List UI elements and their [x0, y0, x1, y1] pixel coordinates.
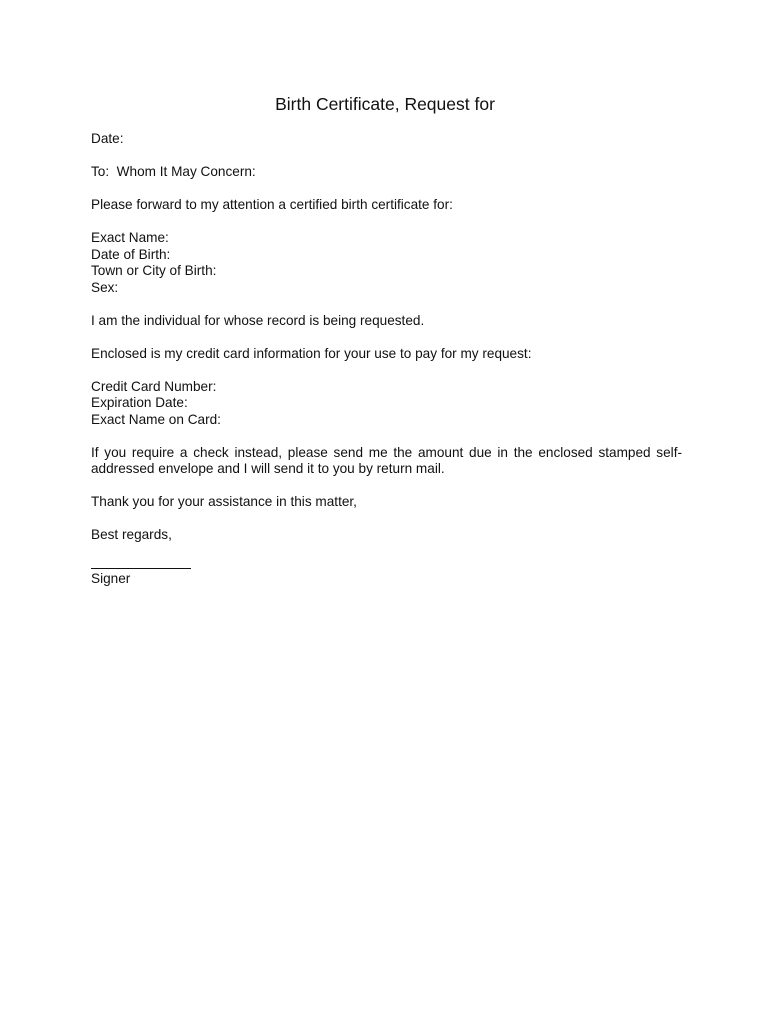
field-exact-name: Exact Name:: [91, 230, 169, 245]
field-town-of-birth: Town or City of Birth:: [91, 263, 217, 278]
payment-intro: Enclosed is my credit card information for your use to pay for my request:: [91, 345, 532, 361]
intro-paragraph: Please forward to my attention a certified birth certificate for:: [91, 197, 453, 212]
check-note: If you require a check instead, please send me the amount due in the enclosed stamped self-addressed envelope and I will send it to you by return mail.: [91, 444, 682, 476]
field-date-of-birth: Date of Birth:: [91, 246, 171, 262]
letter-body: [91, 131, 682, 588]
thanks-line: Thank you for your assistance in this matter,: [91, 494, 357, 509]
recipient-line: To: Whom It May Concern:: [91, 164, 256, 179]
request-fields: [91, 230, 682, 296]
card-fields: [91, 379, 682, 429]
date-label: Date:: [91, 131, 124, 146]
signature-line: [91, 560, 191, 569]
identity-statement: I am the individual for whose record is being requested.: [91, 312, 425, 328]
field-expiration-date: Expiration Date:: [91, 395, 188, 410]
document-title: Birth Certificate, Request for: [275, 94, 495, 114]
field-card-number: Credit Card Number:: [91, 378, 217, 394]
field-name-on-card: Exact Name on Card:: [91, 411, 221, 427]
signer-name: Signer: [91, 571, 131, 586]
closing-line: Best regards,: [91, 527, 172, 542]
field-sex: Sex:: [91, 279, 119, 295]
